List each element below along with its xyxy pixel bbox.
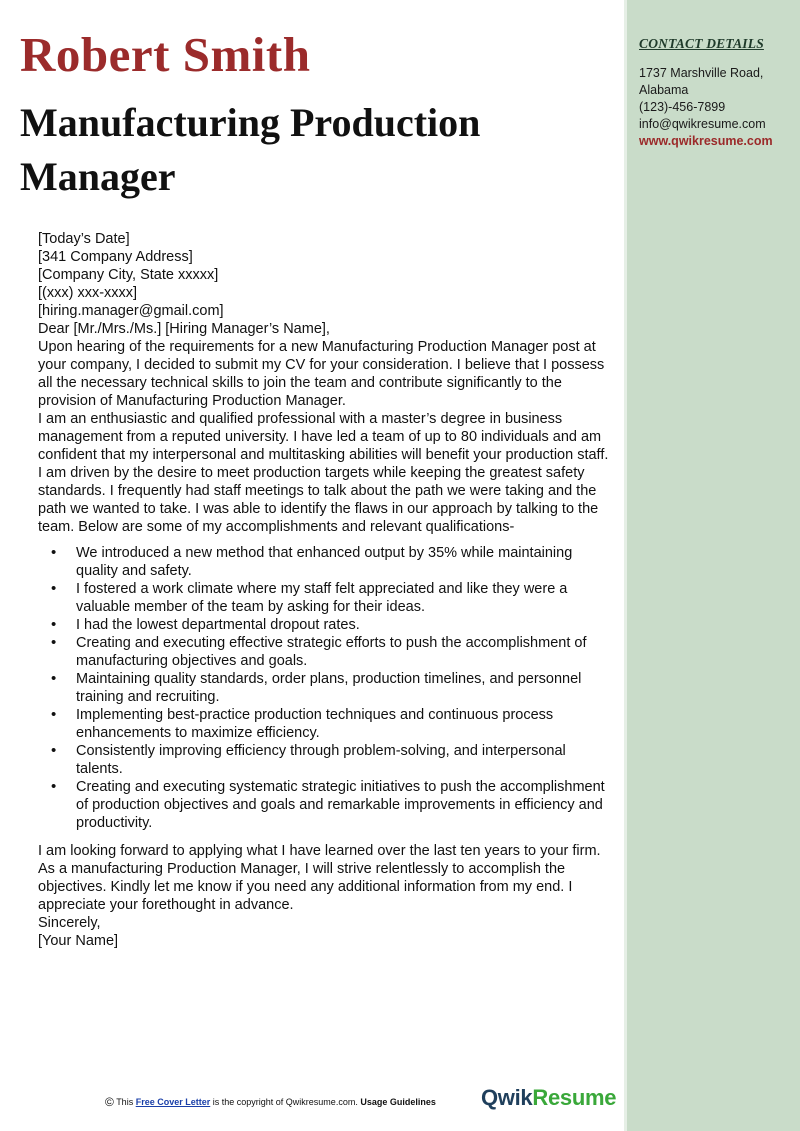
paragraph-background: I am an enthusiastic and qualified professional with a master’s degree in business management from a reputed university. I have led a team of up to 80 individuals and am confident that my interpersonal and multitasking abilities will benefit your production staff. I am driven by the desire to meet production targets while keeping the greatest safety standards. I frequently had staff meetings to talk about the path we were taking and the path we wanted to take. I was able to identify the flaws in our approach by talking to the team. Below are some of my accomplishments and relevant qualifications-: [38, 411, 609, 535]
free-cover-letter-link[interactable]: Free Cover Letter: [135, 1097, 211, 1107]
accomplishments-list: [38, 544, 612, 832]
contact-website[interactable]: www.qwikresume.com: [639, 134, 773, 148]
contact-details: [639, 65, 800, 150]
recipient-email: [hiring.manager@gmail.com]: [38, 303, 224, 319]
list-item: • We introduced a new method that enhanced output by 35% while maintaining quality and safety.: [38, 544, 612, 580]
contact-address-line2: Alabama: [639, 83, 689, 97]
recipient-phone: [(xxx) xxx-xxxx]: [38, 285, 138, 301]
paragraph-closing: I am looking forward to applying what I have learned over the last ten years to your firm. As a manufacturing Production Manager, I will strive relentlessly to accomplish the objectives. Kindly let me know if you need any additional information from my end. I appreciate your forethought in advance.: [38, 843, 601, 913]
copyright-icon: ©: [105, 1095, 114, 1109]
salutation: Dear [Mr./Mrs./Ms.] [Hiring Manager’s Name],: [38, 321, 330, 337]
list-item: • Consistently improving efficiency through problem-solving, and interpersonal talents.: [38, 742, 612, 778]
list-item: • I fostered a work climate where my staff felt appreciated and like they were a valuable member of the team by asking for their ideas.: [38, 580, 612, 616]
recipient-block: [38, 248, 612, 320]
list-item: • I had the lowest departmental dropout rates.: [38, 616, 612, 634]
footer-this: This: [116, 1097, 134, 1107]
closing-word: Sincerely,: [38, 915, 101, 931]
contact-address-line1: 1737 Marshville Road,: [639, 66, 764, 80]
logo-qwik: Qwik: [481, 1085, 533, 1110]
candidate-name: Robert Smith: [20, 27, 311, 82]
list-item: • Maintaining quality standards, order plans, production timelines, and personnel training and recruiting.: [38, 670, 612, 706]
recipient-address: [341 Company Address]: [38, 249, 193, 265]
list-item: • Creating and executing effective strategic efforts to push the accomplishment of manufacturing objectives and goals.: [38, 634, 612, 670]
logo-resume: Resume: [532, 1085, 617, 1110]
qwikresume-logo[interactable]: [481, 1085, 616, 1111]
contact-sidebar: [624, 0, 800, 1131]
signature: [Your Name]: [38, 933, 119, 949]
list-item: • Creating and executing systematic strategic initiatives to push the accomplishment of production objectives and goals and remarkable improvements in efficiency and productivity.: [38, 778, 612, 832]
letter-body: [38, 230, 612, 950]
contact-heading: CONTACT DETAILS: [639, 36, 764, 51]
job-title: Manufacturing Production Manager: [20, 100, 481, 199]
contact-email[interactable]: info@qwikresume.com: [639, 117, 766, 131]
footer-copyright: [105, 1095, 465, 1109]
letter-date: [Today’s Date]: [38, 231, 130, 247]
contact-phone: (123)-456-7899: [639, 100, 726, 114]
footer-middle-text: is the copyright of Qwikresume.com.: [212, 1097, 358, 1107]
recipient-city-state: [Company City, State xxxxx]: [38, 267, 219, 283]
paragraph-intro: Upon hearing of the requirements for a new Manufacturing Production Manager post at your company, I decided to submit my CV for your consideration. I believe that I possess all the necessary technical skills to join the team and contribute significantly to the provision of Manufacturing Production Manager.: [38, 339, 605, 409]
usage-guidelines-link[interactable]: Usage Guidelines: [360, 1097, 436, 1107]
list-item: • Implementing best-practice production techniques and continuous process enhancements to maximize efficiency.: [38, 706, 612, 742]
